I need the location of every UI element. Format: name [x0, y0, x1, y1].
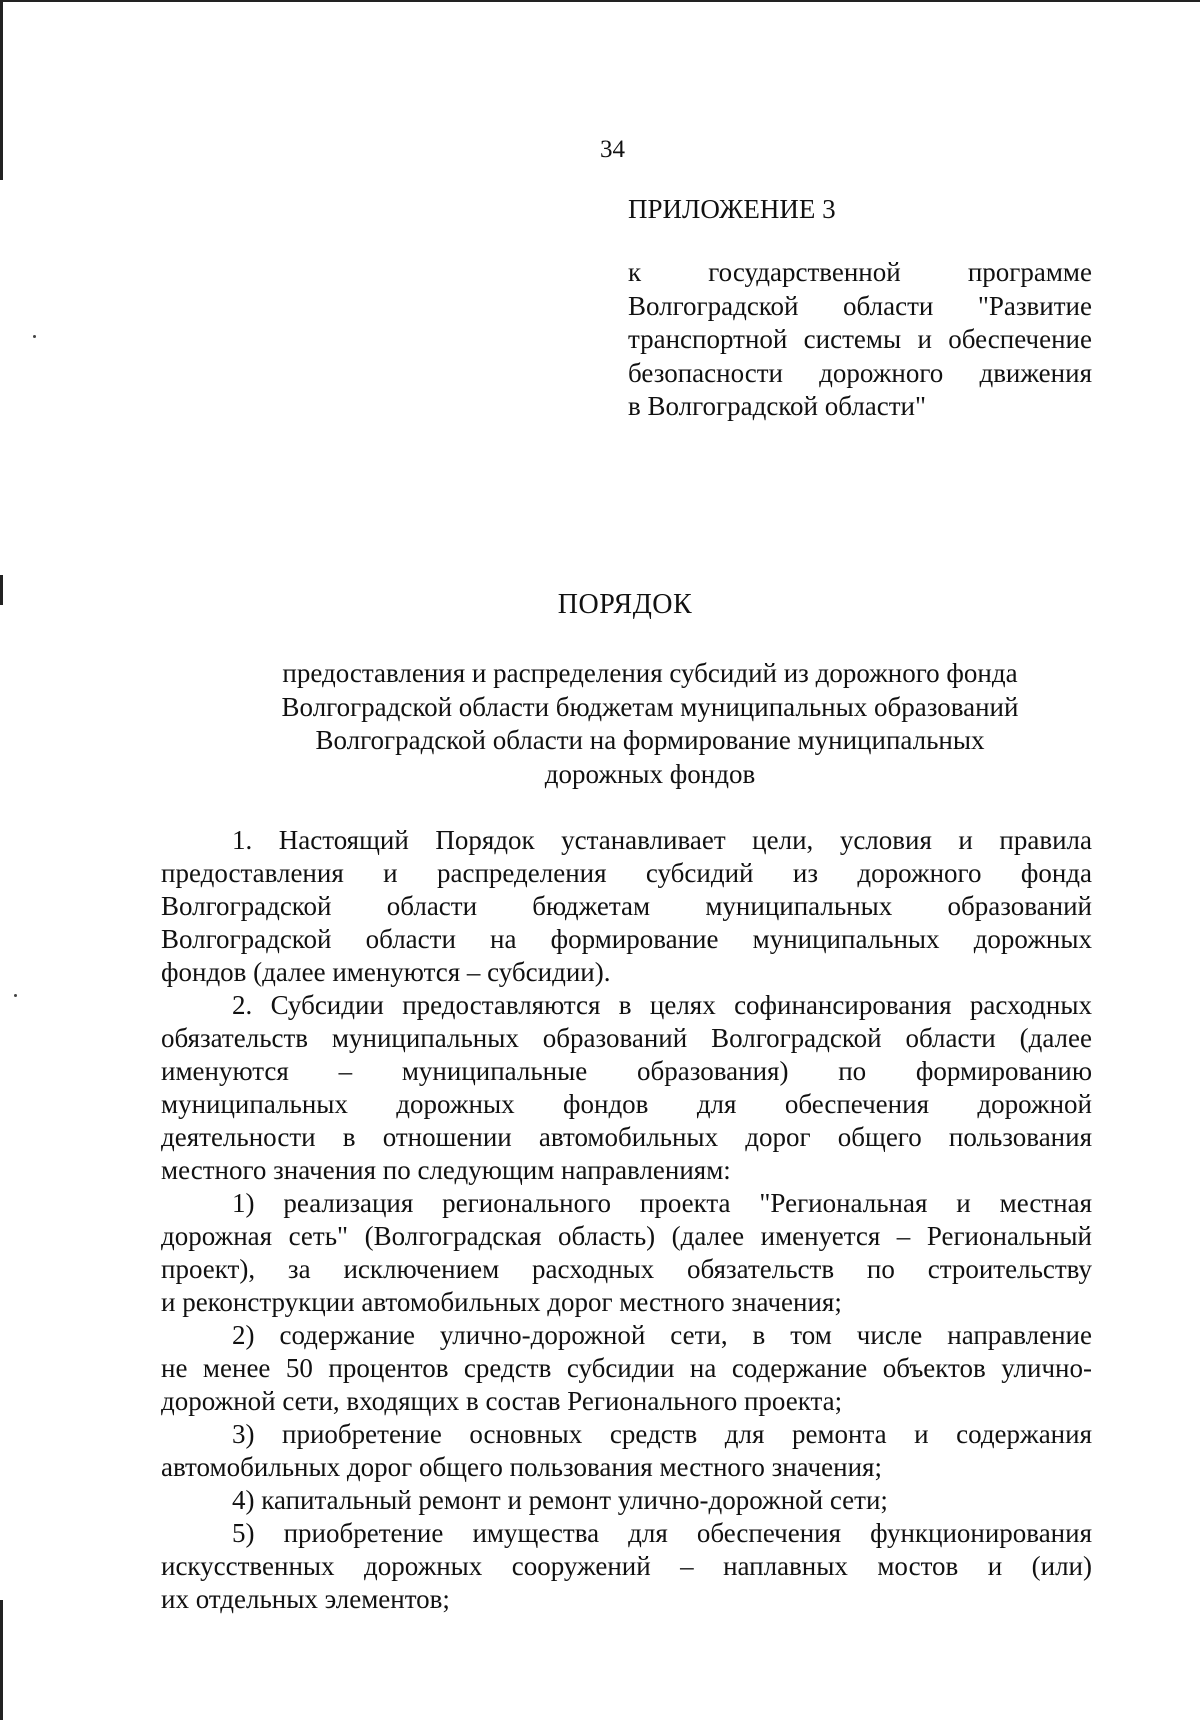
text-line: 1) реализация регионального проекта "Региональная и местная: [232, 1188, 1092, 1218]
text-line: искусственных дорожных сооружений – наплавных мостов и (или): [161, 1551, 1092, 1581]
text-line: муниципальных дорожных фондов для обеспечения дорожной: [161, 1089, 1092, 1119]
text-line: именуются – муниципальные образования) по формированию: [161, 1056, 1092, 1086]
paragraph: [161, 1517, 1092, 1616]
paragraph: [161, 824, 1092, 989]
document-title: ПОРЯДОК: [557, 589, 693, 620]
text-line: 2) содержание улично-дорожной сети, в том числе направление: [232, 1320, 1092, 1350]
text-line: и реконструкции автомобильных дорог местного значения;: [161, 1287, 842, 1317]
paragraph: [161, 989, 1092, 1187]
text-line: местного значения по следующим направлениям:: [161, 1155, 731, 1185]
scan-speck: [14, 994, 17, 997]
text-line: дорожной сети, входящих в состав Регионального проекта;: [161, 1386, 843, 1416]
scan-edge-left: [0, 0, 3, 180]
appendix-reference-line: Волгоградской области "Развитие: [628, 290, 1092, 321]
text-line: обязательств муниципальных образований Волгоградской области (далее: [161, 1023, 1092, 1053]
text-line: предоставления и распределения субсидий из дорожного фонда: [161, 858, 1092, 888]
appendix-reference-line: в Волгоградской области": [628, 391, 927, 421]
page-number: 34: [600, 136, 625, 163]
text-line: 1. Настоящий Порядок устанавливает цели, условия и правила: [232, 825, 1092, 855]
text-line: автомобильных дорог общего пользования местного значения;: [161, 1452, 882, 1482]
text-line: Волгоградской области на формирование муниципальных дорожных: [161, 924, 1092, 954]
text-line: 3) приобретение основных средств для ремонта и содержания: [232, 1419, 1092, 1449]
appendix-reference-line: безопасности дорожного движения: [628, 357, 1092, 388]
scan-edge-top: [0, 0, 1200, 2]
appendix-reference: [628, 256, 1092, 424]
paragraph: [161, 1187, 1092, 1319]
text-line: их отдельных элементов;: [161, 1584, 450, 1614]
appendix-title: ПРИЛОЖЕНИЕ 3: [628, 194, 836, 224]
document-subtitle: [220, 657, 1080, 791]
text-line: 2. Субсидии предоставляются в целях софинансирования расходных: [232, 990, 1092, 1020]
appendix-reference-line: транспортной системы и обеспечение: [628, 324, 1092, 354]
subtitle-line: предоставления и распределения субсидий из дорожного фонда: [282, 658, 1018, 688]
text-line: дорожная сеть" (Волгоградская область) (далее именуется – Региональный: [161, 1221, 1092, 1251]
text-line: проект), за исключением расходных обязательств по строительству: [161, 1254, 1092, 1284]
document-body: [161, 824, 1092, 1616]
text-line: 4) капитальный ремонт и ремонт улично-дорожной сети;: [232, 1485, 888, 1515]
paragraph: [161, 1484, 1092, 1517]
subtitle-line: дорожных фондов: [544, 758, 756, 789]
text-line: Волгоградской области бюджетам муниципальных образований: [161, 891, 1092, 921]
scan-speck: [33, 335, 36, 338]
scan-edge-left: [0, 1600, 3, 1720]
text-line: 5) приобретение имущества для обеспечения функционирования: [232, 1518, 1092, 1548]
subtitle-line: Волгоградской области бюджетам муниципальных образований: [281, 691, 1019, 722]
text-line: деятельности в отношении автомобильных дорог общего пользования: [161, 1122, 1092, 1152]
subtitle-line: Волгоградской области на формирование муниципальных: [315, 725, 985, 755]
text-line: фондов (далее именуются – субсидии).: [161, 957, 611, 987]
paragraph: [161, 1418, 1092, 1484]
appendix-reference-line: к государственной программе: [628, 257, 1092, 287]
paragraph: [161, 1319, 1092, 1418]
text-line: не менее 50 процентов средств субсидии на содержание объектов улично-: [161, 1353, 1092, 1383]
